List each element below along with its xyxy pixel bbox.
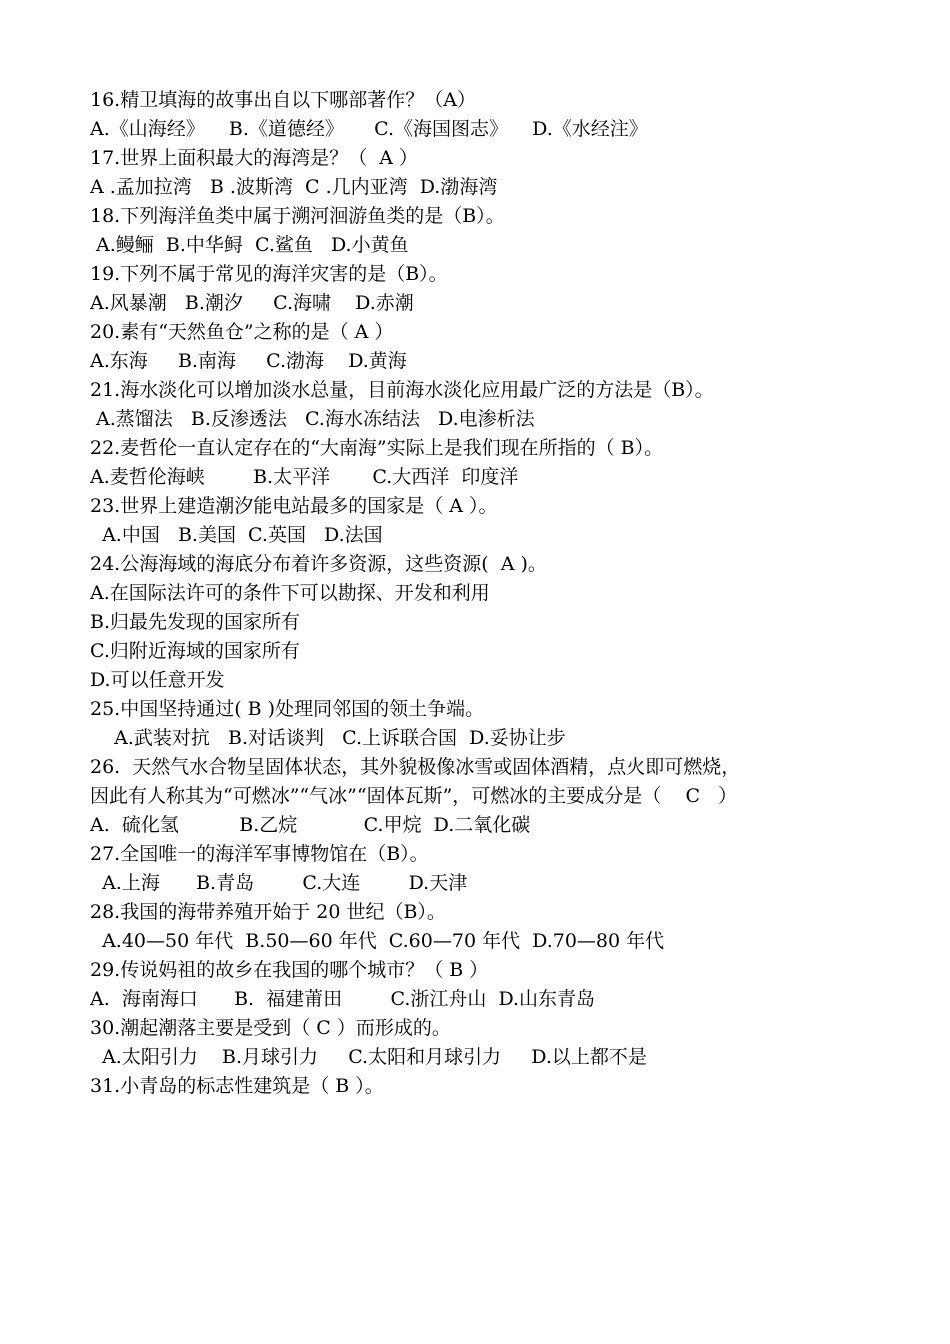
question-28: 28.我国的海带养殖开始于 20 世纪（B）。 xyxy=(90,901,446,923)
option-24-c: C.归附近海域的国家所有 xyxy=(90,640,300,662)
options-29: A. 海南海口 B. 福建莆田 C.浙江舟山 D.山东青岛 xyxy=(90,988,596,1010)
options-23: A.中国 B.美国 C.英国 D.法国 xyxy=(90,524,383,546)
question-26: 26. 天然气水合物呈固体状态，其外貌极像冰雪或固体酒精，点火即可燃烧， xyxy=(90,756,741,778)
question-16: 16.精卫填海的故事出自以下哪部著作？（A） xyxy=(90,89,476,111)
option-24-b: B.归最先发现的国家所有 xyxy=(90,611,301,633)
question-17: 17.世界上面积最大的海湾是？（ A ） xyxy=(90,147,419,169)
question-27: 27.全国唯一的海洋军事博物馆在（B）。 xyxy=(90,843,429,865)
options-30: A.太阳引力 B.月球引力 C.太阳和月球引力 D.以上都不是 xyxy=(90,1046,647,1068)
options-19: A.风暴潮 B.潮汐 C.海啸 D.赤潮 xyxy=(90,292,414,314)
options-28: A.40—50 年代 B.50—60 年代 C.60—70 年代 D.70—80 年代 xyxy=(90,930,665,952)
option-24-d: D.可以任意开发 xyxy=(90,669,225,691)
options-18: A.鳗鲡 B.中华鲟 C.鲨鱼 D.小黄鱼 xyxy=(90,234,409,256)
question-22: 22.麦哲伦一直认定存在的“大南海”实际上是我们现在所指的（ B）。 xyxy=(90,437,664,459)
question-31: 31.小青岛的标志性建筑是（ B ）。 xyxy=(90,1075,384,1097)
options-16: A.《山海经》 B.《道德经》 C.《海国图志》 D.《水经注》 xyxy=(90,118,648,140)
options-25: A.武装对抗 B.对话谈判 C.上诉联合国 D.妥协让步 xyxy=(90,727,566,749)
option-24-a: A.在国际法许可的条件下可以勘探、开发和利用 xyxy=(90,582,490,604)
question-19: 19.下列不属于常见的海洋灾害的是（B）。 xyxy=(90,263,448,285)
question-30: 30.潮起潮落主要是受到（ C ）而形成的。 xyxy=(90,1017,451,1039)
question-26-continued: 因此有人称其为“可燃冰”“气冰”“固体瓦斯”，可燃冰的主要成分是（ C ） xyxy=(90,785,738,807)
options-17: A .孟加拉湾 B .波斯湾 C .几内亚湾 D.渤海湾 xyxy=(90,176,498,198)
question-21: 21.海水淡化可以增加淡水总量，目前海水淡化应用最广泛的方法是（B）。 xyxy=(90,379,714,401)
question-25: 25.中国坚持通过( B )处理同邻国的领土争端。 xyxy=(90,698,485,720)
options-20: A.东海 B.南海 C.渤海 D.黄海 xyxy=(90,350,407,372)
question-24: 24.公海海域的海底分布着许多资源，这些资源( A )。 xyxy=(90,553,547,575)
options-27: A.上海 B.青岛 C.大连 D.天津 xyxy=(90,872,468,894)
question-list xyxy=(90,86,890,1101)
question-18: 18.下列海洋鱼类中属于溯河洄游鱼类的是（B）。 xyxy=(90,205,505,227)
options-22: A.麦哲伦海峡 B.太平洋 C.大西洋 印度洋 xyxy=(90,466,519,488)
options-21: A.蒸馏法 B.反渗透法 C.海水冻结法 D.电渗析法 xyxy=(90,408,535,430)
options-26: A. 硫化氢 B.乙烷 C.甲烷 D.二氧化碳 xyxy=(90,814,531,836)
question-23: 23.世界上建造潮汐能电站最多的国家是（ A ）。 xyxy=(90,495,498,517)
question-20: 20.素有“天然鱼仓”之称的是（ A ） xyxy=(90,321,394,343)
question-29: 29.传说妈祖的故乡在我国的哪个城市？（ B ） xyxy=(90,959,489,981)
